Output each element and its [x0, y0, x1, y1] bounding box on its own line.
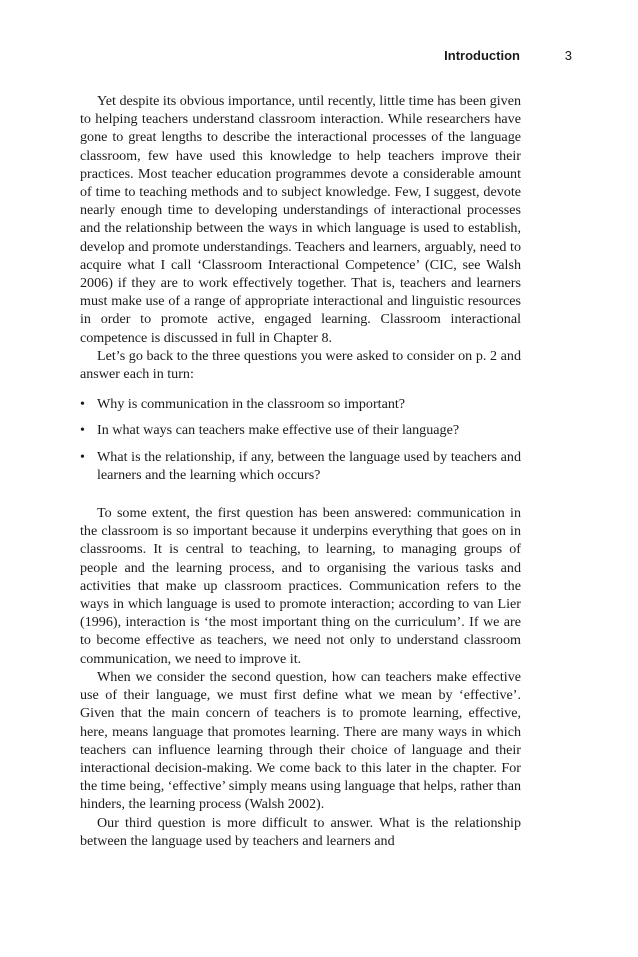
- running-title: Introduction: [444, 48, 520, 63]
- paragraph: Yet despite its obvious importance, until recently, little time has been given to helping teachers understand classroom interaction. While researchers have gone to great lengths to describe the interactional processes of the language classroom, few have used this knowledge to help teachers improve their practices. Most teacher education programmes devote a considerable amount of time to teaching methods and to subject knowledge. Few, I suggest, devote nearly enough time to developing understandings of interactional processes and the relationship between the ways in which language is used to establish, develop and promote understandings. Teachers and learners, arguably, need to acquire what I call ‘Classroom Interactional Competence’ (CIC, see Walsh 2006) if they are to work effectively together. That is, teachers and learners must make use of a range of appropriate interactional and linguistic resources in order to promote active, engaged learning. Classroom interactional competence is discussed in full in Chapter 8.: [80, 93, 521, 346]
- bullet-icon: •: [80, 448, 85, 465]
- list-item: [80, 395, 521, 413]
- list-item: [80, 448, 521, 484]
- question-text: Why is communication in the classroom so important?: [97, 396, 406, 413]
- page-number: 3: [564, 48, 572, 63]
- question-list: [80, 395, 521, 484]
- list-item: [80, 421, 521, 439]
- paragraph: Let’s go back to the three questions you were asked to consider on p. 2 and answer each in turn:: [80, 347, 521, 383]
- question-text: What is the relationship, if any, between the language used by teachers and learners and the learning which occurs?: [97, 448, 521, 483]
- paragraph: Our third question is more difficult to answer. What is the relationship between the language used by teachers and learners and: [80, 814, 521, 849]
- paragraph: To some extent, the first question has been answered: communication in the classroom is so important because it underpins everything that goes on in classrooms. It is central to teaching, to learning, to managing groups of people and the learning process, and to organising the various tasks and activities that make up classroom practices. Communication refers to the ways in which language is used to promote interaction; according to van Lier (1996), interaction is ‘the most important thing on the curriculum’. If we are to become effective as teachers, we need not only to understand classroom communication, we need to improve it.: [80, 505, 521, 667]
- bullet-icon: •: [80, 422, 85, 439]
- body-text: [80, 92, 521, 850]
- page-header: [0, 48, 638, 68]
- paragraph: When we consider the second question, how can teachers make effective use of their language, we must first define what we mean by ‘effective’. Given that the main concern of teachers is to promote learning, effective, here, means language that promotes learning. There are many ways in which teachers can influence learning through their choice of language and their interactional decision-making. We come back to this later in the chapter. For the time being, ‘effective’ simply means using language that helps, rather than hinders, the learning process (Walsh 2002).: [80, 668, 521, 813]
- question-text: In what ways can teachers make effective use of their language?: [97, 422, 460, 439]
- bullet-icon: •: [80, 396, 85, 413]
